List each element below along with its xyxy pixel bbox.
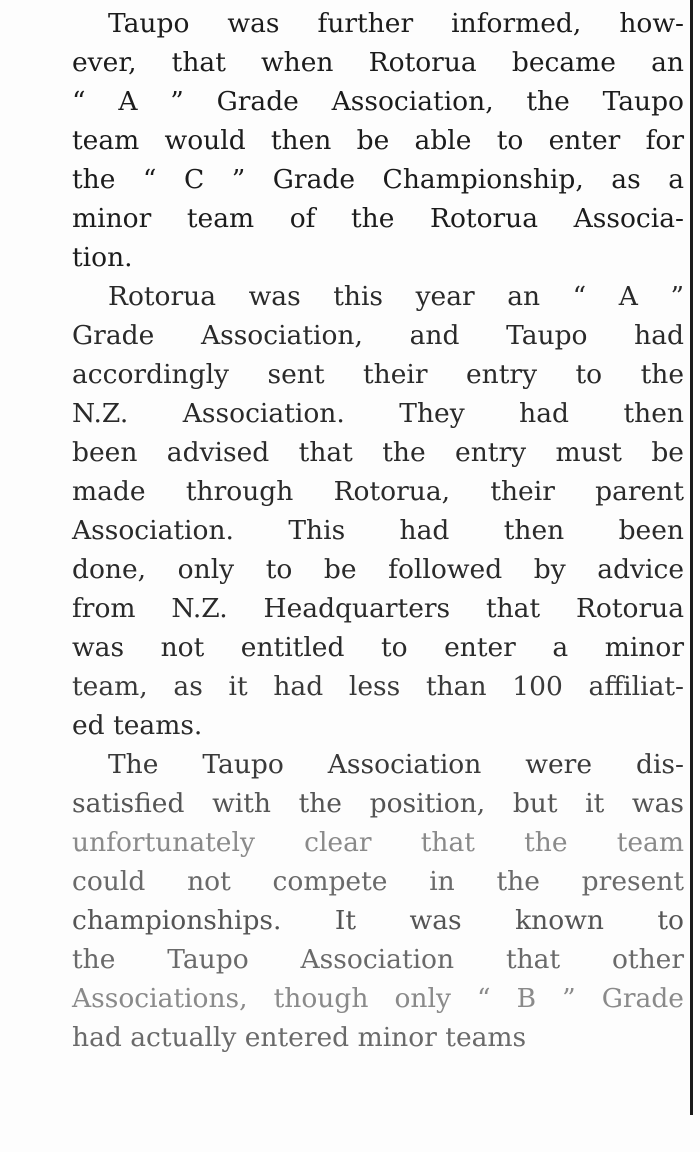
text-line: ed teams.	[72, 710, 203, 741]
text-line: accordingly sent their entry to the	[72, 359, 684, 390]
text-line: The Taupo Association were dis-	[108, 749, 684, 780]
paragraph-1	[72, 4, 684, 277]
text-line: Rotorua was this year an “ A ”	[108, 281, 684, 312]
text-line: done, only to be followed by advice	[72, 554, 684, 585]
text-line: been advised that the entry must be	[72, 437, 684, 468]
text-line: satisfied with the position, but it was	[72, 788, 684, 819]
text-line: N.Z. Association. They had then	[72, 398, 684, 429]
text-line: the “ C ” Grade Championship, as a	[72, 164, 684, 195]
text-line: Associations, though only “ B ” Grade	[72, 983, 684, 1014]
text-line: the Taupo Association that other	[72, 944, 684, 975]
text-line: unfortunately clear that the team	[72, 827, 684, 858]
text-line: Grade Association, and Taupo had	[72, 320, 684, 351]
text-line: team would then be able to enter for	[72, 125, 684, 156]
text-line: ever, that when Rotorua became an	[72, 47, 684, 78]
paragraph-2	[72, 277, 684, 745]
text-line: tion.	[72, 242, 133, 273]
text-line: made through Rotorua, their parent	[72, 476, 684, 507]
text-line: “ A ” Grade Association, the Taupo	[72, 86, 684, 117]
text-line: from N.Z. Headquarters that Rotorua	[72, 593, 684, 624]
column-rule	[690, 0, 693, 1115]
text-line: had actually entered minor teams	[72, 1022, 527, 1053]
article-column	[72, 4, 684, 1057]
text-line: Association. This had then been	[72, 515, 684, 546]
text-line: championships. It was known to	[72, 905, 684, 936]
text-line: could not compete in the present	[72, 866, 684, 897]
text-line: Taupo was further informed, how-	[108, 8, 684, 39]
paragraph-3	[72, 745, 684, 1057]
text-line: team, as it had less than 100 affiliat-	[72, 671, 684, 702]
text-line: minor team of the Rotorua Associa-	[72, 203, 684, 234]
text-line: was not entitled to enter a minor	[72, 632, 684, 663]
